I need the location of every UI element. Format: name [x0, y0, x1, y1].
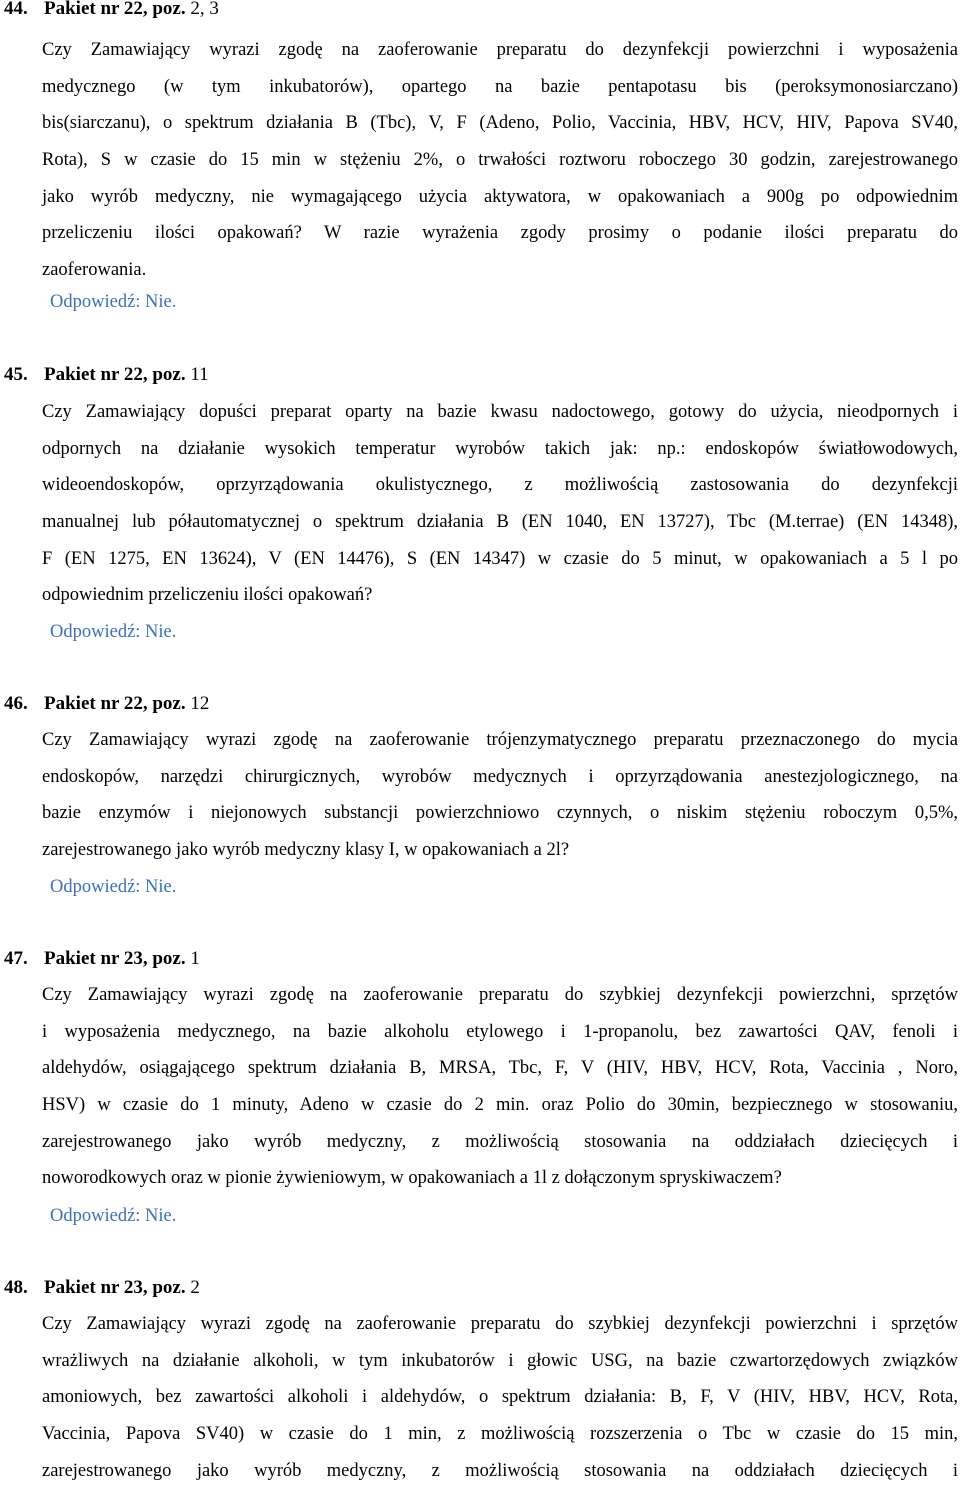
body-line: Czy Zamawiający wyrazi zgodę na zaoferowanie preparatu do szybkiej dezynfekcji powierzchni, sprzętów: [42, 985, 958, 1005]
question-heading: [0, 946, 200, 972]
question-number: 45.: [4, 364, 28, 385]
body-line: manualnej lub półautomatycznej o spektrum działania B (EN 1040, EN 13727), Tbc (M.terrae) (EN 14348),: [42, 512, 958, 533]
body-line: Czy Zamawiający wyrazi zgodę na zaoferowanie preparatu do dezynfekcji powierzchni i wyposażenia: [42, 40, 958, 60]
body-line: Czy Zamawiający wyrazi zgodę na zaoferowanie trójenzymatycznego preparatu przeznaczonego do mycia: [42, 730, 958, 750]
package-position: 1: [185, 948, 200, 969]
question-body: [42, 977, 958, 1197]
body-line: zaoferowania.: [42, 260, 147, 281]
answer-text: Odpowiedź: Nie.: [50, 292, 177, 312]
body-line: zarejestrowanego jako wyrób medyczny klasy I, w opakowaniach a 2l?: [42, 840, 570, 861]
package-label: Pakiet nr 22, poz.: [44, 364, 186, 385]
answer-text: Odpowiedź: Nie.: [50, 1206, 177, 1226]
package-label: Pakiet nr 23, poz.: [44, 948, 186, 969]
body-line: medycznego (w tym inkubatorów), opartego na bazie pentapotasu bis (peroksymonosiarczano): [42, 76, 958, 97]
question-body: [42, 394, 958, 614]
question-body: [42, 722, 958, 869]
question-number: 44.: [4, 0, 28, 19]
question-heading: [0, 691, 209, 717]
body-line: noworodkowych oraz w pionie żywieniowym, w opakowaniach a 1l z dołączonym spryskiwaczem?: [42, 1168, 782, 1189]
body-line: aldehydów, osiągającego spektrum działania B, MRSA, Tbc, F, V (HIV, HBV, HCV, Rota, Vaccinia , Noro,: [42, 1058, 958, 1079]
question-heading: [0, 362, 209, 388]
body-line: bazie enzymów i niejonowych substancji powierzchniowo czynnych, o niskim stężeniu roboczym 0,5%,: [42, 803, 958, 824]
body-line: zarejestrowanego jako wyrób medyczny, z możliwością stosowania na oddziałach dziecięcych i: [42, 1460, 958, 1481]
body-line: wrażliwych na działanie alkoholi, w tym inkubatorów i głowic USG, na bazie czwartorzędowych związków: [42, 1350, 958, 1371]
body-line: odpornych na działanie wysokich temperatur wyrobów takich jak: np.: endoskopów światłowodowych,: [42, 438, 958, 459]
question-body: [42, 1306, 958, 1489]
question-heading: [0, 1275, 200, 1301]
package-label: Pakiet nr 22, poz.: [44, 0, 186, 19]
body-line: odpowiednim przeliczeniu ilości opakowań?: [42, 585, 373, 606]
question-number: 48.: [4, 1277, 28, 1298]
body-line: F (EN 1275, EN 13624), V (EN 14476), S (EN 14347) w czasie do 5 minut, w opakowaniach a 5 l po: [42, 548, 958, 569]
body-line: przeliczeniu ilości opakowań? W razie wyrażenia zgody prosimy o podanie ilości preparatu do: [42, 223, 958, 244]
body-line: bis(siarczanu), o spektrum działania B (Tbc), V, F (Adeno, Polio, Vaccinia, HBV, HCV, HIV, Papova SV40,: [42, 113, 958, 134]
body-line: HSV) w czasie do 1 minuty, Adeno w czasie do 2 min. oraz Polio do 30min, bezpiecznego w stosowaniu,: [42, 1095, 958, 1116]
package-position: 11: [185, 364, 209, 385]
body-line: amoniowych, bez zawartości alkoholi i aldehydów, o spektrum działania: B, F, V (HIV, HBV, HCV, Rota,: [42, 1387, 958, 1408]
question-number: 46.: [4, 693, 28, 714]
question-heading: [0, 0, 219, 22]
answer-text: Odpowiedź: Nie.: [50, 877, 177, 897]
package-label: Pakiet nr 22, poz.: [44, 693, 186, 714]
question-body: [42, 32, 958, 289]
body-line: Rota), S w czasie do 15 min w stężeniu 2%, o trwałości roztworu roboczego 30 godzin, zarejestrowanego: [42, 150, 958, 171]
package-position: 12: [185, 693, 210, 714]
question-number: 47.: [4, 948, 28, 969]
package-position: 2, 3: [185, 0, 219, 19]
body-line: i wyposażenia medycznego, na bazie alkoholu etylowego i 1-propanolu, bez zawartości QAV, fenoli i: [42, 1021, 958, 1042]
body-line: wideoendoskopów, oprzyrządowania okulistycznego, z możliwością zastosowania do dezynfekcji: [42, 475, 958, 496]
body-line: Vaccinia, Papova SV40) w czasie do 1 min, z możliwością rozszerzenia o Tbc w czasie do 15 min,: [42, 1424, 958, 1445]
body-line: jako wyrób medyczny, nie wymagającego użycia aktywatora, w opakowaniach a 900g po odpowiednim: [42, 186, 958, 207]
answer-text: Odpowiedź: Nie.: [50, 622, 177, 642]
body-line: Czy Zamawiający wyrazi zgodę na zaoferowanie preparatu do szybkiej dezynfekcji powierzchni i sprzętów: [42, 1314, 958, 1334]
body-line: Czy Zamawiający dopuści preparat oparty na bazie kwasu nadoctowego, gotowy do użycia, nieodpornych i: [42, 402, 958, 422]
package-position: 2: [185, 1277, 200, 1298]
package-label: Pakiet nr 23, poz.: [44, 1277, 186, 1298]
body-line: endoskopów, narzędzi chirurgicznych, wyrobów medycznych i oprzyrządowania anestezjologicznego, na: [42, 766, 958, 787]
body-line: zarejestrowanego jako wyrób medyczny, z możliwością stosowania na oddziałach dziecięcych i: [42, 1131, 958, 1152]
